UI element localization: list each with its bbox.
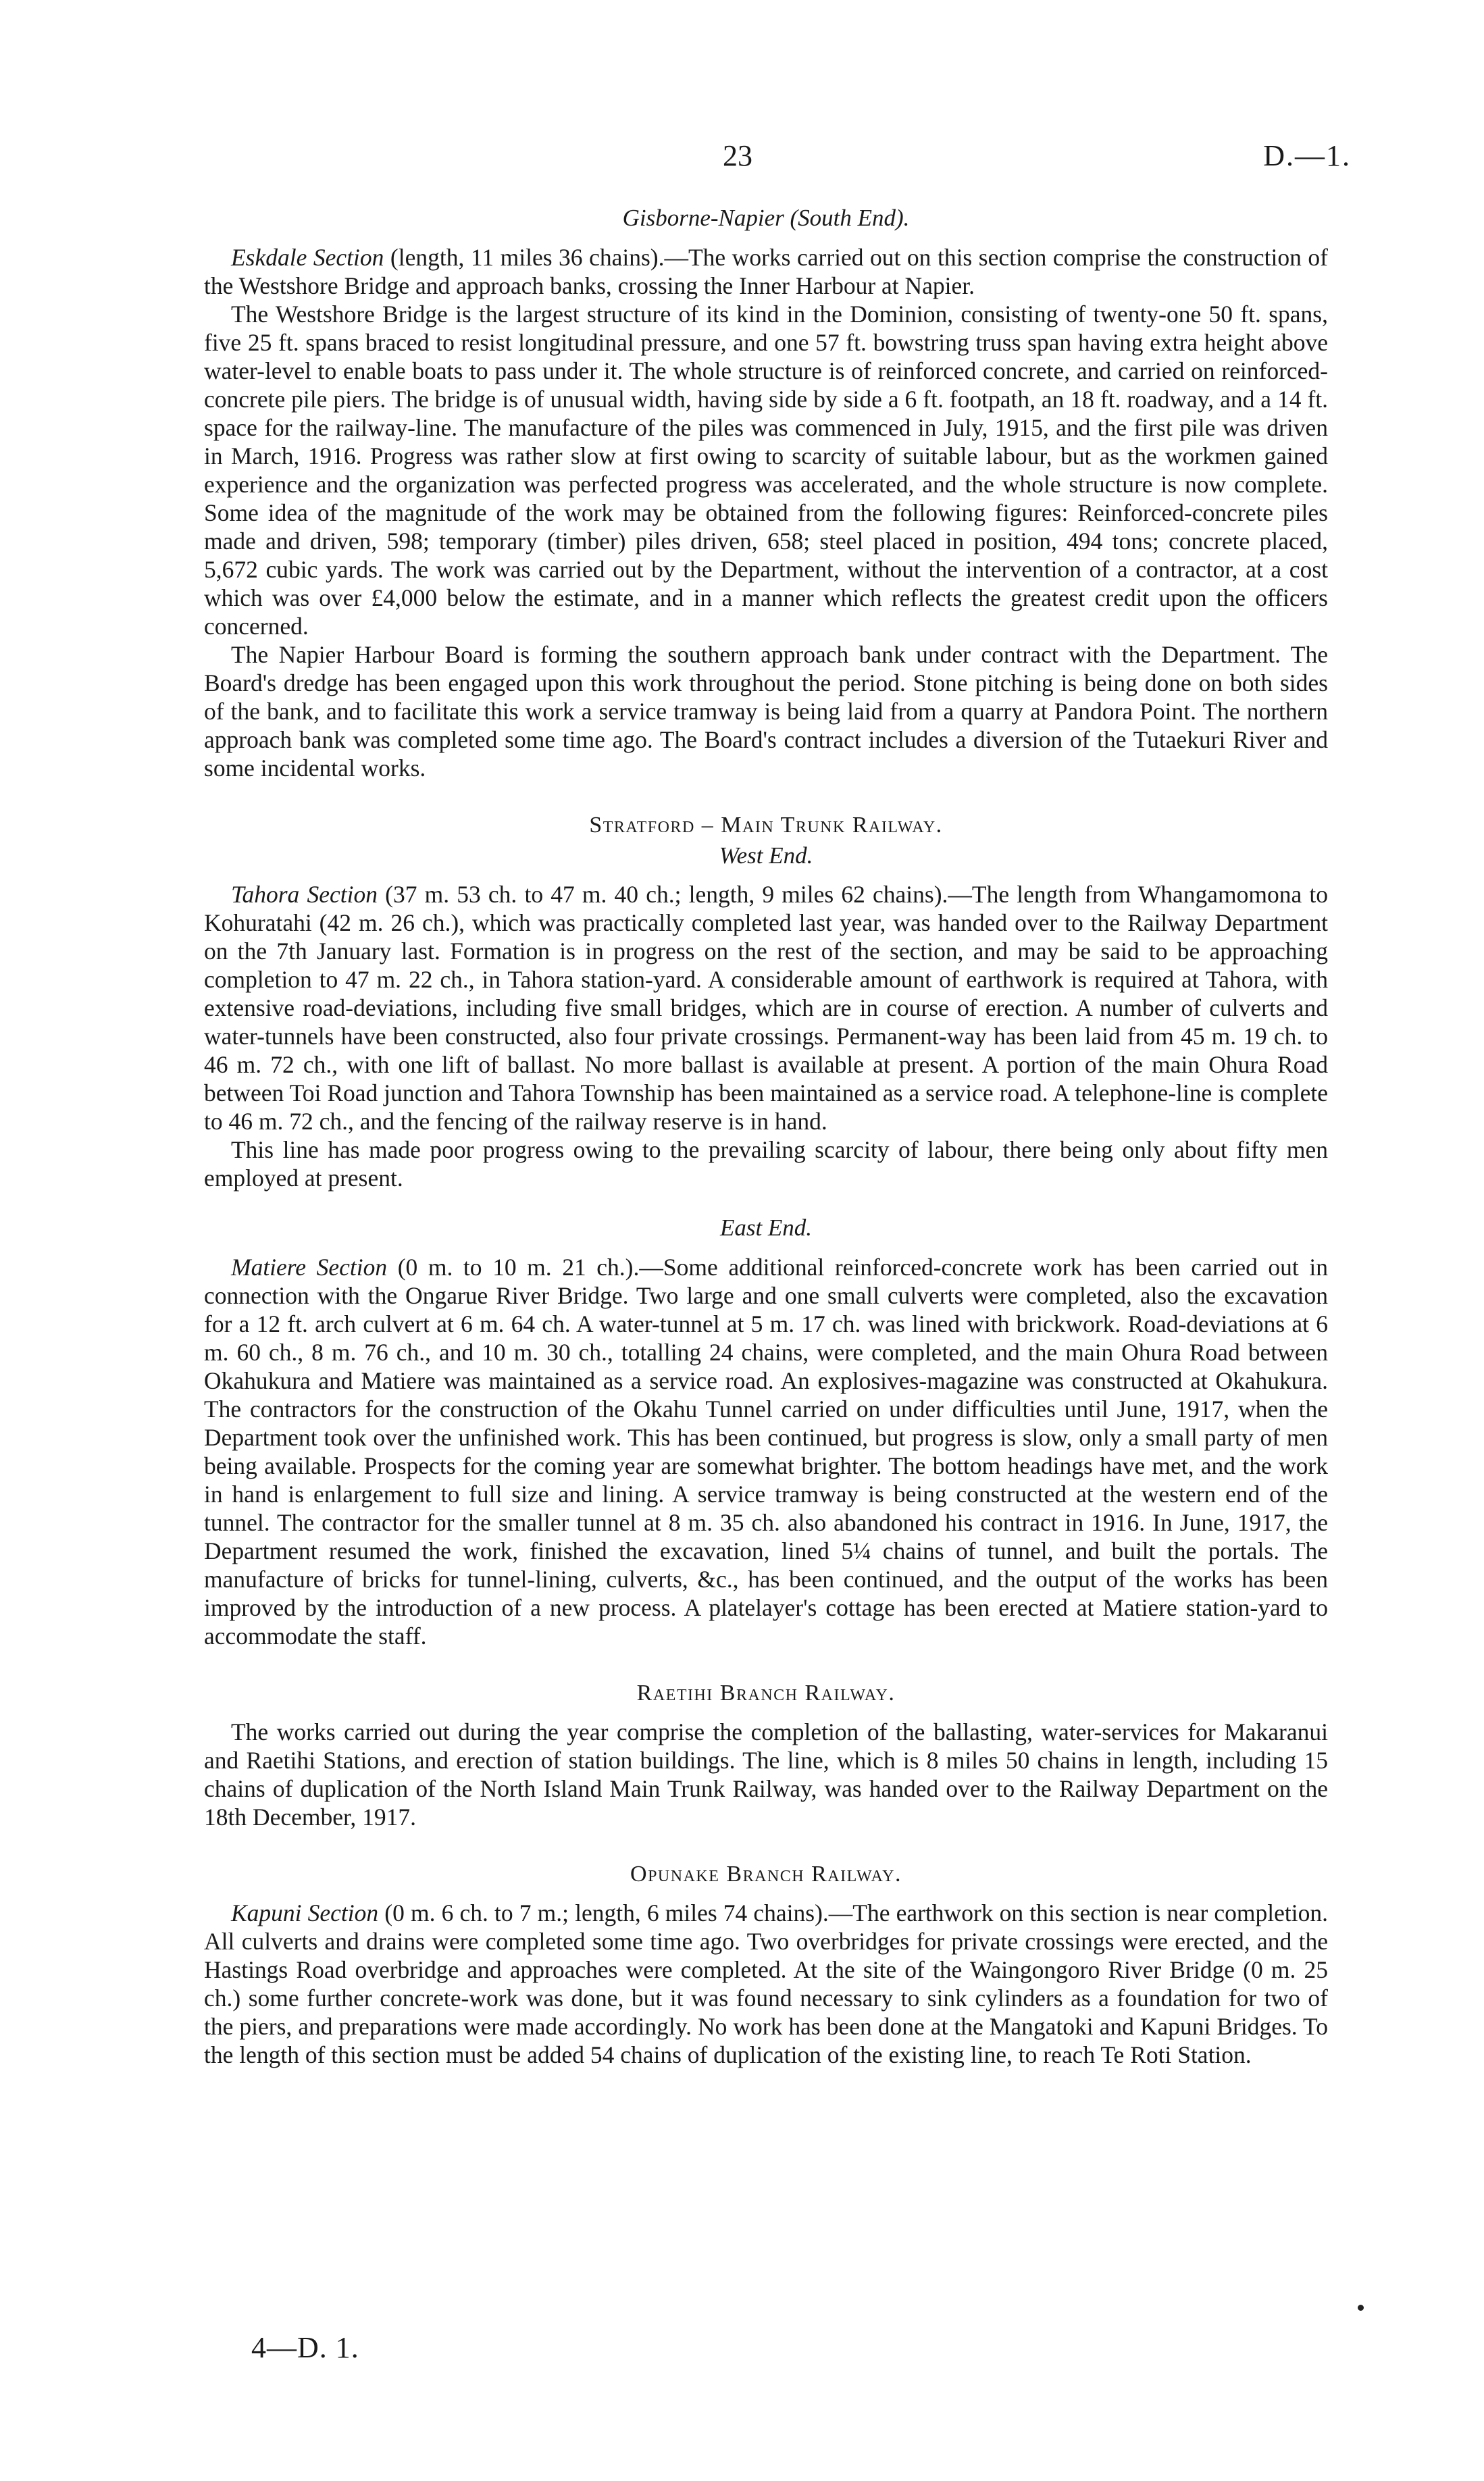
- paragraph-westshore-bridge: The Westshore Bridge is the largest structure of its kind in the Dominion, consisting of twenty-one 50 ft. spans, five 25 ft. spans braced to resist longitudinal pressure, and one 57 ft. bowstring truss span having extra height above water-level to enable boats to pass under it. The whole structure is of reinforced concrete, and carried on reinforced-concrete pile piers. The bridge is of unusual width, having side by side a 6 ft. footpath, an 18 ft. roadway, and a 14 ft. space for the railway-line. The manufacture of the piles was commenced in July, 1915, and the first pile was driven in March, 1916. Progress was rather slow at first owing to scarcity of suitable labour, but as the workmen gained experience and the organization was perfected progress was accelerated, and the whole structure is now complete. Some idea of the magnitude of the work may be obtained from the following figures: Reinforced-concrete piles made and driven, 598; temporary (timber) piles driven, 658; steel placed in position, 494 tons; concrete placed, 5,672 cubic yards. The work was carried out by the Department, without the intervention of a contractor, at a cost which was over £4,000 below the estimate, and in a manner which reflects the greatest credit upon the officers concerned.: [204, 300, 1328, 640]
- paragraph-raetihi: The works carried out during the year comprise the completion of the ballasting, water-services for Makaranui and Raetihi Stations, and erection of station buildings. The line, which is 8 miles 50 chains in length, including 15 chains of duplication of the North Island Main Trunk Railway, was handed over to the Railway Department on the 18th December, 1917.: [204, 1718, 1328, 1831]
- section-title-stratford: Stratford – Main Trunk Railway.: [589, 812, 943, 838]
- subsection-title-west-end: West End.: [719, 842, 813, 869]
- paragraph-kapuni-text: (0 m. 6 ch. to 7 m.; length, 6 miles 74 chains).—The earthwork on this section is near completion. All culverts and drains were completed some time ago. Two overbridges for private crossings were erected, and the Hastings Road overbridge and approaches were completed. At the site of the Waingongoro River Bridge (0 m. 25 ch.) some further concrete-work was done, but it was found necessary to sink cylinders as a foundation for two of the piers, and preparations were made accordingly. No work has been done at the Mangatoki and Kapuni Bridges. To the length of this section must be added 54 chains of duplication of the existing line, to reach Te Roti Station.: [204, 1899, 1328, 2069]
- page-header: [203, 138, 1351, 179]
- page-signature: 4—D. 1.: [251, 2331, 359, 2364]
- paragraph-matiere-text: (0 m. to 10 m. 21 ch.).—Some additional reinforced-concrete work has been carried out in connection with the Ongarue River Bridge. Two large and one small culverts were completed, also the excavation for a 12 ft. arch culvert at 6 m. 64 ch. A water-tunnel at 5 m. 17 ch. was lined with brickwork. Road-deviations at 6 m. 60 ch., 8 m. 76 ch., and 10 m. 30 ch., totalling 24 chains, were completed, and the main Ohura Road between Okahukura and Matiere was maintained as a service road. An explosives-magazine was constructed at Okahukura. The contractors for the construction of the Okahu Tunnel carried on under difficulties until June, 1917, when the Department took over the unfinished work. This has been continued, but progress is slow, only a small party of men being available. Prospects for the coming year are somewhat brighter. The bottom headings have met, and the work in hand is enlargement to full size and lining. A service tramway is being constructed at the western end of the tunnel. The contractor for the smaller tunnel at 8 m. 35 ch. also abandoned his contract in 1916. In June, 1917, the Department resumed the work, finished the excavation, lined 5¼ chains of tunnel, and built the portals. The manufacture of bricks for tunnel-lining, culverts, &c., has been continued, and the output of the works has been improved by the introduction of a new process. A platelayer's cottage has been erected at Matiere station-yard to accommodate the staff.: [204, 1253, 1328, 1649]
- stray-mark: [1358, 2305, 1364, 2311]
- page-content: [204, 203, 1328, 2069]
- paragraph-matiere: [204, 1253, 1328, 1650]
- paragraph-eskdale: [204, 243, 1328, 300]
- document-reference: D.—1.: [1263, 139, 1351, 172]
- section-name-eskdale: Eskdale Section: [231, 243, 384, 271]
- section-title-opunake: Opunake Branch Railway.: [630, 1861, 902, 1887]
- paragraph-eskdale-text: (length, 11 miles 36 chains).—The works carried out on this section comprise the construction of the Westshore Bridge and approach banks, crossing the Inner Harbour at Napier.: [204, 243, 1328, 299]
- section-name-matiere: Matiere Section: [231, 1253, 388, 1281]
- section-title-gisborne: Gisborne-Napier (South End).: [622, 205, 910, 231]
- paragraph-kapuni: [204, 1899, 1328, 2069]
- paragraph-napier-harbour: The Napier Harbour Board is forming the southern approach bank under contract with the Department. The Board's dredge has been engaged upon this work throughout the period. Stone pitching is being done on both sides of the bank, and to facilitate this work a service tramway is being laid from a quarry at Pandora Point. The northern approach bank was completed some time ago. The Board's contract includes a diversion of the Tutaekuri River and some incidental works.: [204, 640, 1328, 782]
- paragraph-tahora: [204, 880, 1328, 1135]
- paragraph-labour: This line has made poor progress owing to the prevailing scarcity of labour, there being only about fifty men employed at present.: [204, 1136, 1328, 1192]
- subsection-title-east-end: East End.: [719, 1214, 813, 1242]
- page-number: 23: [723, 139, 752, 172]
- section-title-raetihi: Raetihi Branch Railway.: [636, 1680, 896, 1706]
- paragraph-tahora-text: (37 m. 53 ch. to 47 m. 40 ch.; length, 9 miles 62 chains).—The length from Whangamomona to Kohuratahi (42 m. 26 ch.), which was practically completed last year, was handed over to the Railway Department on the 7th January last. Formation is in progress on the rest of the section, and may be said to be approaching completion to 47 m. 22 ch., in Tahora station-yard. A considerable amount of earthwork is required at Tahora, with extensive road-deviations, including five small bridges, which are in course of erection. A number of culverts and water-tunnels have been constructed, also four private crossings. Permanent-way has been laid from 45 m. 19 ch. to 46 m. 72 ch., with one lift of ballast. No more ballast is available at present. A portion of the main Ohura Road between Toi Road junction and Tahora Township has been maintained as a service road. A telephone-line is complete to 46 m. 72 ch., and the fencing of the railway reserve is in hand.: [204, 881, 1328, 1135]
- section-name-tahora: Tahora Section: [231, 881, 378, 909]
- section-name-kapuni: Kapuni Section: [231, 1899, 379, 1927]
